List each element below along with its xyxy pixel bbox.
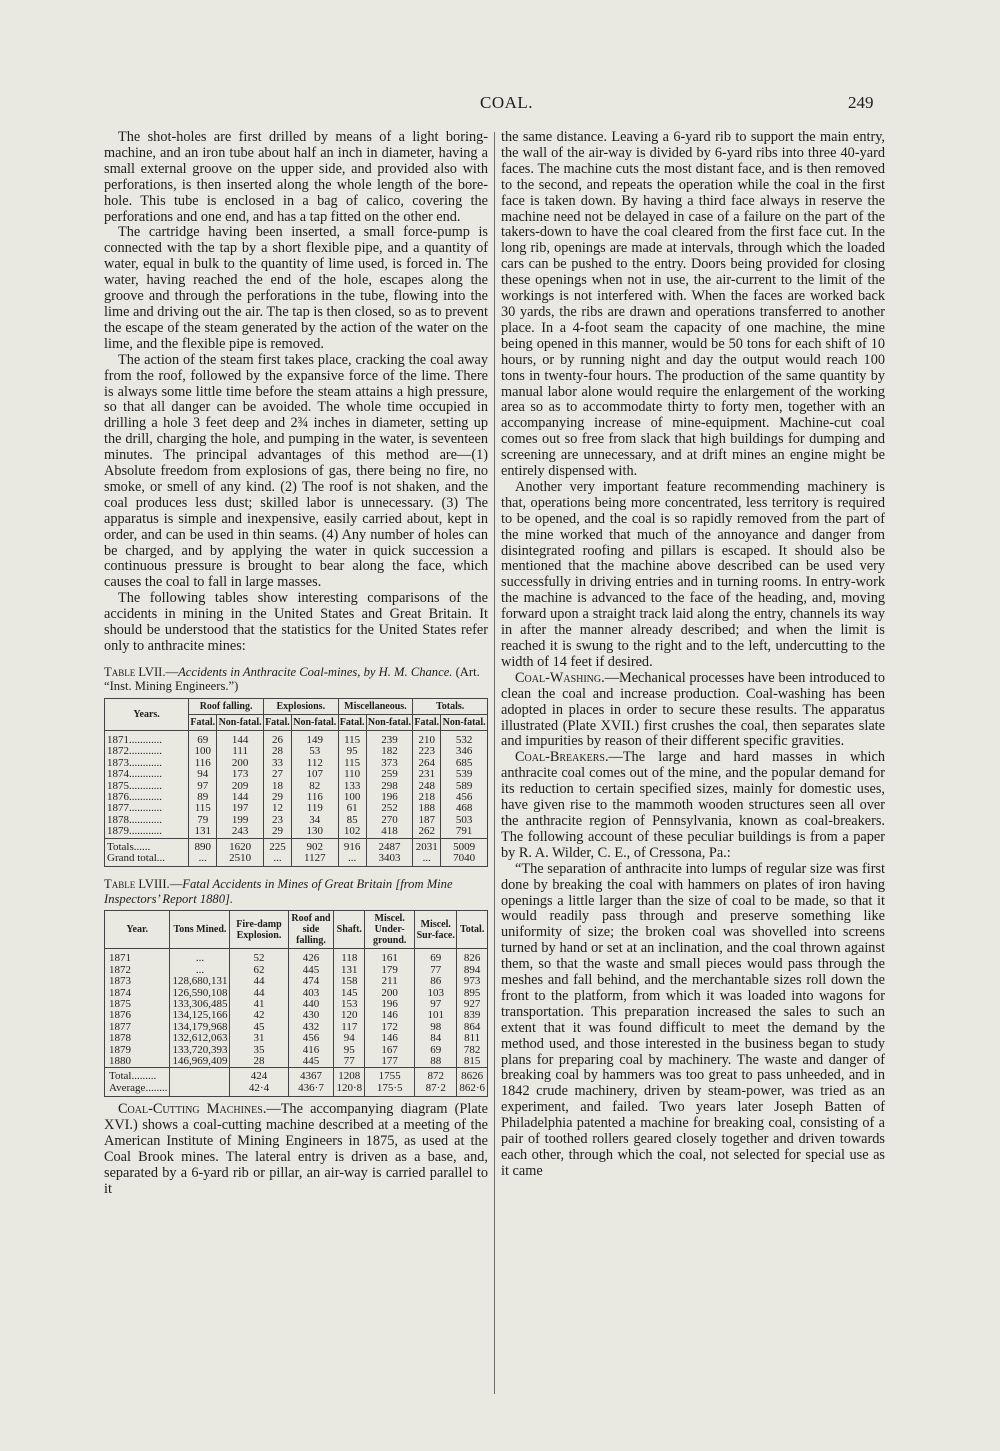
table-row bbox=[105, 769, 488, 780]
column-group-header: Totals. bbox=[413, 698, 488, 714]
caption-source: (Art. “Inst. Mining Engineers.”) bbox=[104, 664, 480, 694]
paragraph: The shot-holes are first drilled by means of a light boring-machine, and an iron tube about half an inch in diameter, having a small external groove on the upper side, and provided also with perforations, is then inserted along the whole length of the bore-hole. This tube is enclosed in a bag of calico, covering the perforations and one end, and has a tap fitted on the other end. bbox=[104, 129, 488, 225]
table-row bbox=[105, 838, 488, 853]
table-cell: 172 bbox=[365, 1022, 415, 1033]
table-cell: 27 bbox=[263, 769, 291, 780]
paragraph: The cartridge having been inserted, a small force-pump is connected with the tap by a short flexible pipe, and a quantity of water, equal in bulk to the quantity of lime used, is forced in. The water, having reached the end of the hole, escapes along the groove and through the perforations in the tube, flowing into the lime and driving out the air. The tap is then closed, so as to prevent the escape of the steam generated by the action of the water on the lime, and the flexible pipe is removed. bbox=[104, 224, 488, 352]
table-cell: 262 bbox=[413, 826, 441, 838]
table-cell: 685 bbox=[441, 758, 488, 769]
table-cell: 270 bbox=[366, 815, 413, 826]
row-label-cell: 1873 bbox=[105, 976, 170, 987]
table-cell: 167 bbox=[365, 1045, 415, 1056]
quoted-paragraph: “The separation of anthracite into lumps of regular size was first done by breaking the coal with hammers on plates of iron having openings a little larger than the size of coal to be made, so that it would readily pass through and preserve something like uniformity of size; the broken coal was shovelled into screens turned by hand or set at an inclination, and the coal thrown against them, so that the waste and small pieces would pass through the meshes and fall behind, and the merchantable sizes roll down the front to the platform, from which it was loaded into wagons for transportation. This preparation increased the sales to such an extent that it was found difficult to meet the demand by the method used, and those interested in the business began to study plans for preparing coal by machinery. The waste and danger of breaking coal by hammers was too great to pass unheeded, and in 1842 crude machinery, driven by steam-power, was tried as an experiment, and failed. Two years later Joseph Batten of Philadelphia patented a machine for breaking coal, consisting of a pair of toothed rollers geared closely together and driven towards each other, through which the coal, not selected for special use as it came bbox=[501, 860, 885, 1179]
table-cell: 432 bbox=[288, 1022, 334, 1033]
table-cell: 97 bbox=[415, 999, 457, 1010]
table-cell: 146,969,409 bbox=[170, 1056, 230, 1068]
table-cell: 128,680,131 bbox=[170, 976, 230, 987]
table-cell: 116 bbox=[189, 758, 217, 769]
table-cell: 5009 bbox=[441, 838, 488, 853]
table-cell: 62 bbox=[230, 965, 288, 976]
row-label-cell: 1878............ bbox=[105, 815, 189, 826]
section-heading: Coal-Washing. bbox=[515, 669, 605, 686]
column-header: Fatal. bbox=[413, 714, 441, 730]
table-cell: 144 bbox=[217, 730, 264, 746]
table-cell: 84 bbox=[415, 1033, 457, 1044]
table-cell: 117 bbox=[334, 1022, 365, 1033]
table-cell: 133 bbox=[338, 781, 366, 792]
table-cell: 196 bbox=[366, 792, 413, 803]
table-cell: 158 bbox=[334, 976, 365, 987]
table-cell: 474 bbox=[288, 976, 334, 987]
table-cell: 130 bbox=[291, 826, 338, 838]
column-header: Years. bbox=[105, 698, 189, 730]
table-cell: 826 bbox=[457, 949, 488, 965]
table-cell: 98 bbox=[415, 1022, 457, 1033]
table-cell: 35 bbox=[230, 1045, 288, 1056]
table-cell: 811 bbox=[457, 1033, 488, 1044]
table-cell: 95 bbox=[338, 746, 366, 757]
table-cell: 126,590,108 bbox=[170, 988, 230, 999]
paragraph: The following tables show interesting comparisons of the accidents in mining in the United States and Great Britain. It should be understood that the statistics for the United States refer only to anthracite mines: bbox=[104, 590, 488, 654]
column-header: Fire-damp Explosion. bbox=[230, 911, 288, 949]
running-header-title: COAL. bbox=[480, 93, 534, 112]
table-cell: 418 bbox=[366, 826, 413, 838]
table-cell: 188 bbox=[413, 803, 441, 814]
table-cell: 440 bbox=[288, 999, 334, 1010]
table-58-caption bbox=[104, 877, 488, 906]
row-label-cell: 1872 bbox=[105, 965, 170, 976]
table-cell: 23 bbox=[263, 815, 291, 826]
column-divider bbox=[494, 132, 495, 1394]
table-cell: 120·8 bbox=[334, 1083, 365, 1097]
table-row bbox=[105, 730, 488, 746]
table-cell: 456 bbox=[288, 1033, 334, 1044]
table-cell: 134,125,166 bbox=[170, 1010, 230, 1021]
table-cell: 426 bbox=[288, 949, 334, 965]
column-header: Year. bbox=[105, 911, 170, 949]
table-cell: 132,612,063 bbox=[170, 1033, 230, 1044]
table-58 bbox=[104, 910, 488, 1097]
table-cell: 2510 bbox=[217, 853, 264, 867]
table-cell bbox=[170, 1068, 230, 1083]
table-57-body bbox=[105, 730, 488, 866]
table-cell: 44 bbox=[230, 976, 288, 987]
table-cell: 88 bbox=[415, 1056, 457, 1068]
column-header: Fatal. bbox=[263, 714, 291, 730]
table-cell: 298 bbox=[366, 781, 413, 792]
table-cell: 29 bbox=[263, 792, 291, 803]
table-cell: 29 bbox=[263, 826, 291, 838]
table-57 bbox=[104, 698, 488, 867]
table-cell: 116 bbox=[291, 792, 338, 803]
table-cell: 200 bbox=[217, 758, 264, 769]
table-cell: 41 bbox=[230, 999, 288, 1010]
table-cell: 79 bbox=[189, 815, 217, 826]
row-label-cell: Grand total... bbox=[105, 853, 189, 867]
table-cell: 146 bbox=[365, 1033, 415, 1044]
paragraph: Another very important feature recommending machinery is that, operations being more concentrated, less territory is required to be opened, and the coal is so rapidly removed from the part of the mine worked that much of the annoyance and danger from disintegrated roofing and pillars is escaped. It should also be mentioned that the machine above described can be used very successfully in driving entries and in turning rooms. In entry-work the machine is advanced to the face of the heading, and, moving forward upon a straight track laid along the entry, channels its way in after the manner already described; and when the limit is reached it is swung to the right and to the left, undercutting to the width of 14 feet if desired. bbox=[501, 478, 885, 670]
table-label: Table LVII. bbox=[104, 664, 166, 679]
table-cell: 31 bbox=[230, 1033, 288, 1044]
table-cell: 115 bbox=[189, 803, 217, 814]
table-cell: 532 bbox=[441, 730, 488, 746]
row-label-cell: 1875............ bbox=[105, 781, 189, 792]
table-cell: 86 bbox=[415, 976, 457, 987]
table-cell: 902 bbox=[291, 838, 338, 853]
row-label-cell: 1874............ bbox=[105, 769, 189, 780]
table-cell: 102 bbox=[338, 826, 366, 838]
table-57-caption bbox=[104, 665, 488, 694]
table-cell: 42·4 bbox=[230, 1083, 288, 1097]
table-cell: 3403 bbox=[366, 853, 413, 867]
table-cell: 133,306,485 bbox=[170, 999, 230, 1010]
row-label-cell: 1876............ bbox=[105, 792, 189, 803]
table-cell: 4367 bbox=[288, 1068, 334, 1083]
column-group-header: Miscellaneous. bbox=[338, 698, 413, 714]
column-group-header: Explosions. bbox=[263, 698, 338, 714]
column-header: Shaft. bbox=[334, 911, 365, 949]
table-cell: 120 bbox=[334, 1010, 365, 1021]
table-cell: 894 bbox=[457, 965, 488, 976]
table-cell: 77 bbox=[415, 965, 457, 976]
table-cell: 12 bbox=[263, 803, 291, 814]
table-cell: 895 bbox=[457, 988, 488, 999]
column-header: Non-fatal. bbox=[217, 714, 264, 730]
table-cell: 445 bbox=[288, 1056, 334, 1068]
table-cell: 864 bbox=[457, 1022, 488, 1033]
table-cell: ... bbox=[170, 965, 230, 976]
table-cell: 175·5 bbox=[365, 1083, 415, 1097]
table-58-body bbox=[105, 949, 488, 1097]
table-cell: 146 bbox=[365, 1010, 415, 1021]
table-cell: 95 bbox=[334, 1045, 365, 1056]
table-cell: 223 bbox=[413, 746, 441, 757]
table-cell: 503 bbox=[441, 815, 488, 826]
table-cell: 199 bbox=[217, 815, 264, 826]
column-header: Fatal. bbox=[189, 714, 217, 730]
table-cell: 839 bbox=[457, 1010, 488, 1021]
table-cell: 1620 bbox=[217, 838, 264, 853]
table-cell: 225 bbox=[263, 838, 291, 853]
table-cell: 589 bbox=[441, 781, 488, 792]
paragraph: the same distance. Leaving a 6-yard rib to support the main entry, the wall of the air-way is divided by 6-yard ribs into three 40-yard faces. The machine cuts the most distant face, and is then removed to the second, and repeats the operation while the coal in the first face is taken down. By having a third face always in reserve the machine need not be delayed in case of a failure on the part of the takers-down to have the coal cleared from the first face cut. In the long rib, openings are made at intervals, through which the loaded cars can be pushed to the entry. Doors being provided for closing these openings when not in use, the air-current to the limit of the workings is not interfered with. When the faces are worked back 30 yards, the ribs are drawn and operations transferred to another place. In a 4-foot seam the capacity of one machine, the mine being opened in this manner, would be 50 tons for each shift of 10 hours, or by running night and day the output would reach 100 tons in twenty-four hours. The production of the same quantity by manual labor alone would require the enlargement of the working area so as to accommodate thirty to forty men, together with an accompanying increase of mine-equipment. Machine-cut coal comes out so free from slack that high buildings for dumping and screening are unnecessary, and at drift mines an engine might be entirely dispensed with. bbox=[501, 129, 885, 480]
table-row bbox=[105, 826, 488, 838]
table-cell: 18 bbox=[263, 781, 291, 792]
table-row bbox=[105, 949, 488, 965]
table-cell: 34 bbox=[291, 815, 338, 826]
table-cell: 133,720,393 bbox=[170, 1045, 230, 1056]
row-label-cell: Totals...... bbox=[105, 838, 189, 853]
table-cell: 252 bbox=[366, 803, 413, 814]
table-cell: 44 bbox=[230, 988, 288, 999]
paragraph bbox=[501, 750, 885, 861]
table-cell: 33 bbox=[263, 758, 291, 769]
table-cell: 61 bbox=[338, 803, 366, 814]
table-cell: 539 bbox=[441, 769, 488, 780]
table-cell: ... bbox=[170, 949, 230, 965]
table-cell: 403 bbox=[288, 988, 334, 999]
caption-dash: — bbox=[169, 877, 183, 892]
table-cell: 69 bbox=[415, 949, 457, 965]
table-cell: 1127 bbox=[291, 853, 338, 867]
table-cell: 2487 bbox=[366, 838, 413, 853]
table-cell: 69 bbox=[189, 730, 217, 746]
table-row bbox=[105, 746, 488, 757]
table-cell: 456 bbox=[441, 792, 488, 803]
table-cell: 231 bbox=[413, 769, 441, 780]
table-cell: 115 bbox=[338, 730, 366, 746]
table-cell: 468 bbox=[441, 803, 488, 814]
table-cell: ... bbox=[338, 853, 366, 867]
row-label-cell: 1879............ bbox=[105, 826, 189, 838]
row-label-cell: 1871 bbox=[105, 949, 170, 965]
left-column bbox=[104, 130, 488, 1198]
table-cell: 7040 bbox=[441, 853, 488, 867]
table-cell: 77 bbox=[334, 1056, 365, 1068]
table-cell: 436·7 bbox=[288, 1083, 334, 1097]
table-cell: 107 bbox=[291, 769, 338, 780]
table-label: Table LVIII. bbox=[104, 877, 170, 892]
table-cell: 94 bbox=[189, 769, 217, 780]
table-cell: 862·6 bbox=[457, 1083, 488, 1097]
table-cell: 264 bbox=[413, 758, 441, 769]
table-row bbox=[105, 1033, 488, 1044]
table-row bbox=[105, 1068, 488, 1083]
table-cell: 8626 bbox=[457, 1068, 488, 1083]
table-cell: 131 bbox=[189, 826, 217, 838]
right-column bbox=[501, 130, 885, 1180]
table-cell: 179 bbox=[365, 965, 415, 976]
table-cell: 100 bbox=[189, 746, 217, 757]
page-number: 249 bbox=[848, 93, 874, 112]
table-cell: 45 bbox=[230, 1022, 288, 1033]
column-header: Tons Mined. bbox=[170, 911, 230, 949]
row-label-cell: 1872............ bbox=[105, 746, 189, 757]
row-label-cell: Total......... bbox=[105, 1068, 170, 1083]
row-label-cell: 1879 bbox=[105, 1045, 170, 1056]
table-cell: 153 bbox=[334, 999, 365, 1010]
column-header: Non-fatal. bbox=[441, 714, 488, 730]
table-cell: ... bbox=[189, 853, 217, 867]
table-cell: 424 bbox=[230, 1068, 288, 1083]
table-cell: 101 bbox=[415, 1010, 457, 1021]
column-header: Miscel. Sur-face. bbox=[415, 911, 457, 949]
column-header: Non-fatal. bbox=[366, 714, 413, 730]
caption-title: Fatal Accidents in Mines of Great Britain [from Mine Inspectors’ Report 1880]. bbox=[104, 877, 453, 906]
table-cell: 100 bbox=[338, 792, 366, 803]
table-cell: 103 bbox=[415, 988, 457, 999]
table-cell: 28 bbox=[230, 1056, 288, 1068]
paragraph: The action of the steam first takes place, cracking the coal away from the roof, followed by the expansive force of the lime. There is always some little time before the steam attains a high pressure, so that all danger can be avoided. The whole time occupied in drilling a hole 3 feet deep and 2¾ inches in diameter, setting up the drill, charging the hole, and pumping in the water, is seventeen minutes. The principal advantages of this method are—(1) Absolute freedom from explosions of gas, there being no fire, no smoke, or smell of any kind. (2) The roof is not shaken, and the coal produces less dust; skilled labor is unnecessary. (3) The apparatus is simple and inexpensive, easily carried about, kept in order, and can be used in thin seams. (4) Any number of holes can be charged, and by applying the water in quick succession a continuous pressure is brought to bear along the face, which causes the coal to fall in large masses. bbox=[104, 351, 488, 591]
table-cell: 815 bbox=[457, 1056, 488, 1068]
table-cell: 131 bbox=[334, 965, 365, 976]
section-text: —Mechanical processes have been introduced to clean the coal and increase production. Coal-washing has been adopted in places in order to secure these results. The apparatus illustrated (Plate XVII.) first crushes the coal, then separates slate and impurities by reason of their different specific gravities. bbox=[501, 669, 885, 750]
table-cell: 259 bbox=[366, 769, 413, 780]
table-cell: ... bbox=[263, 853, 291, 867]
table-cell: 149 bbox=[291, 730, 338, 746]
table-cell: 69 bbox=[415, 1045, 457, 1056]
table-cell: 177 bbox=[365, 1056, 415, 1068]
table-cell: 791 bbox=[441, 826, 488, 838]
table-cell: 416 bbox=[288, 1045, 334, 1056]
column-header: Roof and side falling. bbox=[288, 911, 334, 949]
table-cell: 87·2 bbox=[415, 1083, 457, 1097]
section-heading: Coal-Breakers. bbox=[515, 749, 609, 766]
table-cell: 134,179,968 bbox=[170, 1022, 230, 1033]
table-cell: 28 bbox=[263, 746, 291, 757]
table-cell: 118 bbox=[334, 949, 365, 965]
table-cell: 445 bbox=[288, 965, 334, 976]
paragraph bbox=[104, 1102, 488, 1197]
table-cell: 115 bbox=[338, 758, 366, 769]
row-label-cell: 1877............ bbox=[105, 803, 189, 814]
table-cell: 89 bbox=[189, 792, 217, 803]
table-cell: 42 bbox=[230, 1010, 288, 1021]
row-label-cell: Average........ bbox=[105, 1083, 170, 1097]
row-label-cell: 1877 bbox=[105, 1022, 170, 1033]
row-label-cell: 1878 bbox=[105, 1033, 170, 1044]
table-cell: 209 bbox=[217, 781, 264, 792]
row-label-cell: 1880 bbox=[105, 1056, 170, 1068]
row-label-cell: 1876 bbox=[105, 1010, 170, 1021]
table-cell: 82 bbox=[291, 781, 338, 792]
table-cell: 52 bbox=[230, 949, 288, 965]
table-cell: 973 bbox=[457, 976, 488, 987]
section-heading: Coal-Cutting Machines. bbox=[118, 1101, 267, 1118]
table-cell: 346 bbox=[441, 746, 488, 757]
row-label-cell: 1871............ bbox=[105, 730, 189, 746]
table-cell: 53 bbox=[291, 746, 338, 757]
table-cell: 197 bbox=[217, 803, 264, 814]
table-row bbox=[105, 853, 488, 867]
table-cell: 927 bbox=[457, 999, 488, 1010]
table-cell: 187 bbox=[413, 815, 441, 826]
table-cell: 145 bbox=[334, 988, 365, 999]
table-cell: 196 bbox=[365, 999, 415, 1010]
table-row bbox=[105, 1083, 488, 1097]
table-cell: 1208 bbox=[334, 1068, 365, 1083]
row-label-cell: 1873............ bbox=[105, 758, 189, 769]
table-cell: 872 bbox=[415, 1068, 457, 1083]
table-cell: 243 bbox=[217, 826, 264, 838]
table-cell: 239 bbox=[366, 730, 413, 746]
column-header: Total. bbox=[457, 911, 488, 949]
table-cell: 119 bbox=[291, 803, 338, 814]
table-cell: 1755 bbox=[365, 1068, 415, 1083]
caption-dash: — bbox=[165, 664, 179, 679]
table-cell: 430 bbox=[288, 1010, 334, 1021]
column-group-header: Roof falling. bbox=[189, 698, 264, 714]
table-cell: 173 bbox=[217, 769, 264, 780]
section-text: —The large and hard masses in which anthracite coal comes out of the mine, and the popular demand for its reduction to certain specified sizes, mainly for domestic uses, have given rise to the mammoth wooden structures seen all over the anthracite region of Pennsylvania, known as coal-breakers. The following account of these peculiar buildings is from a paper by R. A. Wilder, C. E., of Cressona, Pa.: bbox=[501, 749, 885, 861]
table-cell: 26 bbox=[263, 730, 291, 746]
table-cell: 110 bbox=[338, 769, 366, 780]
table-row bbox=[105, 976, 488, 987]
table-cell: 890 bbox=[189, 838, 217, 853]
table-cell: 782 bbox=[457, 1045, 488, 1056]
table-cell: 210 bbox=[413, 730, 441, 746]
table-cell: ... bbox=[413, 853, 441, 867]
column-header: Miscel. Under-ground. bbox=[365, 911, 415, 949]
row-label-cell: 1874 bbox=[105, 988, 170, 999]
table-cell: 248 bbox=[413, 781, 441, 792]
table-cell: 200 bbox=[365, 988, 415, 999]
paragraph bbox=[501, 671, 885, 751]
table-cell: 218 bbox=[413, 792, 441, 803]
table-cell: 112 bbox=[291, 758, 338, 769]
column-header: Non-fatal. bbox=[291, 714, 338, 730]
table-cell: 211 bbox=[365, 976, 415, 987]
table-cell: 97 bbox=[189, 781, 217, 792]
caption-title: Accidents in Anthracite Coal-mines, by H. M. Chance. bbox=[178, 664, 453, 679]
table-cell: 85 bbox=[338, 815, 366, 826]
column-header: Fatal. bbox=[338, 714, 366, 730]
section-text: —The accompanying diagram (Plate XVI.) shows a coal-cutting machine described at a meeting of the American Institute of Mining Engineers in 1875, as used at the Coal Brook mines. The lateral entry is driven as a base, and, separated by a 6-yard rib or pillar, an air-way is carried parallel to it bbox=[104, 1101, 488, 1197]
table-cell: 2031 bbox=[413, 838, 441, 853]
table-cell: 144 bbox=[217, 792, 264, 803]
table-cell: 111 bbox=[217, 746, 264, 757]
table-cell: 373 bbox=[366, 758, 413, 769]
table-cell: 916 bbox=[338, 838, 366, 853]
table-cell bbox=[170, 1083, 230, 1097]
table-cell: 94 bbox=[334, 1033, 365, 1044]
table-cell: 161 bbox=[365, 949, 415, 965]
table-row bbox=[105, 1056, 488, 1068]
table-cell: 182 bbox=[366, 746, 413, 757]
row-label-cell: 1875 bbox=[105, 999, 170, 1010]
